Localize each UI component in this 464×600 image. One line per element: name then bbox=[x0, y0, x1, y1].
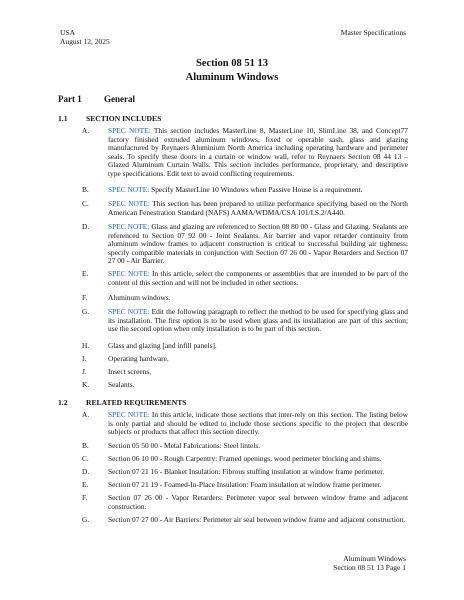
section-heading-1-1 bbox=[58, 114, 161, 123]
item-text: Aluminum windows. bbox=[108, 293, 171, 302]
list-item bbox=[82, 308, 408, 334]
item-text: Glass and glazing are referenced to Section 08 80 00 - Glass and Glazing. Sealants are referenced to Section 07 92 00 - Joint Sealants. Air barrier and vapor retarder continuity from aluminum window frames to adjacent construction is critical to successful building air tightness; specify compatible materials in conjunction with Section 07 26 00 - Vapor Retarders and Section 07 27 00 - Air Barrier. bbox=[108, 222, 408, 266]
item-text: Specify MasterLine 10 Windows when Passive House is a requirement. bbox=[149, 185, 363, 194]
list-item bbox=[82, 442, 408, 451]
item-letter: F. bbox=[82, 293, 88, 302]
header-country: USA bbox=[60, 28, 76, 37]
item-letter: A. bbox=[82, 126, 90, 135]
spec-note-label: SPEC NOTE: bbox=[108, 269, 150, 278]
list-item bbox=[82, 468, 408, 477]
section-number: 1.2 bbox=[58, 398, 68, 407]
section-number-title: Section 08 51 13 bbox=[195, 58, 269, 69]
item-letter: A. bbox=[82, 410, 90, 419]
list-item bbox=[82, 516, 408, 525]
section-name-title: Aluminum Windows bbox=[185, 72, 279, 83]
list-item bbox=[82, 355, 408, 364]
item-text: In this article, select the components or assemblies that are intended to be part of the content of this section and will not be included in other sections. bbox=[108, 269, 408, 287]
list-item bbox=[82, 127, 408, 179]
spec-note-label: SPEC NOTE: bbox=[108, 222, 150, 231]
item-letter: G. bbox=[82, 307, 90, 316]
list-item bbox=[82, 270, 408, 287]
page-footer bbox=[333, 554, 406, 572]
item-text: Operating hardware. bbox=[108, 354, 169, 363]
section-number: 1.1 bbox=[58, 114, 68, 123]
item-text: Section 07 26 00 - Vapor Retarders: Perimeter vapor seal between window frame and adjacent construction. bbox=[108, 493, 408, 511]
item-letter: E. bbox=[82, 269, 89, 278]
header-left bbox=[60, 28, 110, 46]
part-heading bbox=[58, 94, 135, 104]
item-letter: I. bbox=[82, 354, 87, 363]
item-letter: J. bbox=[82, 367, 87, 376]
item-text: This section includes MasterLine 8, MasterLine 10, SlimLine 38, and Concept77 factory finished extruded aluminum windows, fixed or operable sash, glass and glazing manufactured by Reynaers Aluminium North America including operating hardware and perimeter seals. To specify these doors in a curtain or window wall, refer to Reynaers Section 08 44 13 – Glazed Aluminum Curtain Walls. This section includes performance, proprietary, and descriptive type specifications. Edit text to avoid conflicting requirements. bbox=[108, 126, 408, 178]
section-heading-1-2 bbox=[58, 398, 187, 407]
header-right: Master Specifications bbox=[340, 28, 406, 37]
spec-note-label: SPEC NOTE: bbox=[108, 307, 150, 316]
item-letter: B. bbox=[82, 441, 89, 450]
list-item bbox=[82, 411, 408, 437]
item-letter: C. bbox=[82, 454, 89, 463]
part-number: Part 1 bbox=[58, 94, 82, 104]
header-date: August 12, 2025 bbox=[60, 37, 110, 46]
spec-note-label: SPEC NOTE: bbox=[108, 199, 150, 208]
section-title: SECTION INCLUDES bbox=[86, 114, 162, 123]
list-item bbox=[82, 223, 408, 266]
list-item bbox=[82, 200, 408, 217]
item-text: Edit the following paragraph to reflect the method to be used for specifying glass and its installation. The first option is to be used when glass and its installation are part of this section; use the second option when only installation is to be part of this section. bbox=[108, 307, 408, 334]
item-letter: K. bbox=[82, 380, 90, 389]
item-letter: B. bbox=[82, 185, 89, 194]
item-text: Sealants. bbox=[108, 380, 135, 389]
section-title: RELATED REQUIREMENTS bbox=[86, 398, 187, 407]
item-text: Glass and glazing [and infill panels]. bbox=[108, 341, 217, 350]
spec-note-label: SPEC NOTE: bbox=[108, 185, 150, 194]
footer-title: Aluminum Windows bbox=[343, 554, 406, 563]
item-letter: D. bbox=[82, 222, 90, 231]
item-letter: G. bbox=[82, 515, 90, 524]
item-text: Insect screens. bbox=[108, 367, 152, 376]
list-item bbox=[82, 294, 408, 303]
item-text: In this article, indicate those sections that inter-rely on this section. The listing below is only partial and should be edited to include those sections specific to the project that describe subjects or products that affect this section directly. bbox=[108, 410, 408, 437]
spec-note-label: SPEC NOTE: bbox=[108, 410, 150, 419]
item-text: Section 06 10 00 - Rough Carpentry: Framed openings, wood perimeter blocking and shims. bbox=[108, 454, 382, 463]
list-item bbox=[82, 494, 408, 511]
item-letter: E. bbox=[82, 480, 89, 489]
footer-page-number: Section 08 51 13 Page 1 bbox=[333, 563, 406, 572]
part-title: General bbox=[104, 94, 135, 104]
item-text: Section 07 27 00 - Air Barriers: Perimeter air seal between window frame and adjacent construction. bbox=[108, 515, 406, 524]
list-item bbox=[82, 368, 408, 377]
item-text: Section 07 21 16 - Blanket Insulation: Fibrous stuffing insulation at window frame perimeter. bbox=[108, 467, 385, 476]
list-item bbox=[82, 186, 408, 195]
item-letter: C. bbox=[82, 199, 89, 208]
list-item bbox=[82, 342, 408, 351]
list-item bbox=[82, 455, 408, 464]
list-item bbox=[82, 481, 408, 490]
spec-note-label: SPEC NOTE: bbox=[108, 126, 151, 135]
item-letter: F. bbox=[82, 493, 88, 502]
item-text: Section 07 21 19 - Foamed-In-Place Insulation: Foam insulation at window frame perimeter. bbox=[108, 480, 382, 489]
list-item bbox=[82, 381, 408, 390]
item-letter: H. bbox=[82, 341, 90, 350]
item-text: This section has been prepared to utilize performance specifying based on the North American Fenestration Standard (NAFS) AAMA/WDMA/CSA 101/I.S.2/A440. bbox=[108, 199, 408, 217]
item-text: Section 05 50 00 - Metal Fabrications: Steel lintels. bbox=[108, 441, 261, 450]
item-letter: D. bbox=[82, 467, 90, 476]
